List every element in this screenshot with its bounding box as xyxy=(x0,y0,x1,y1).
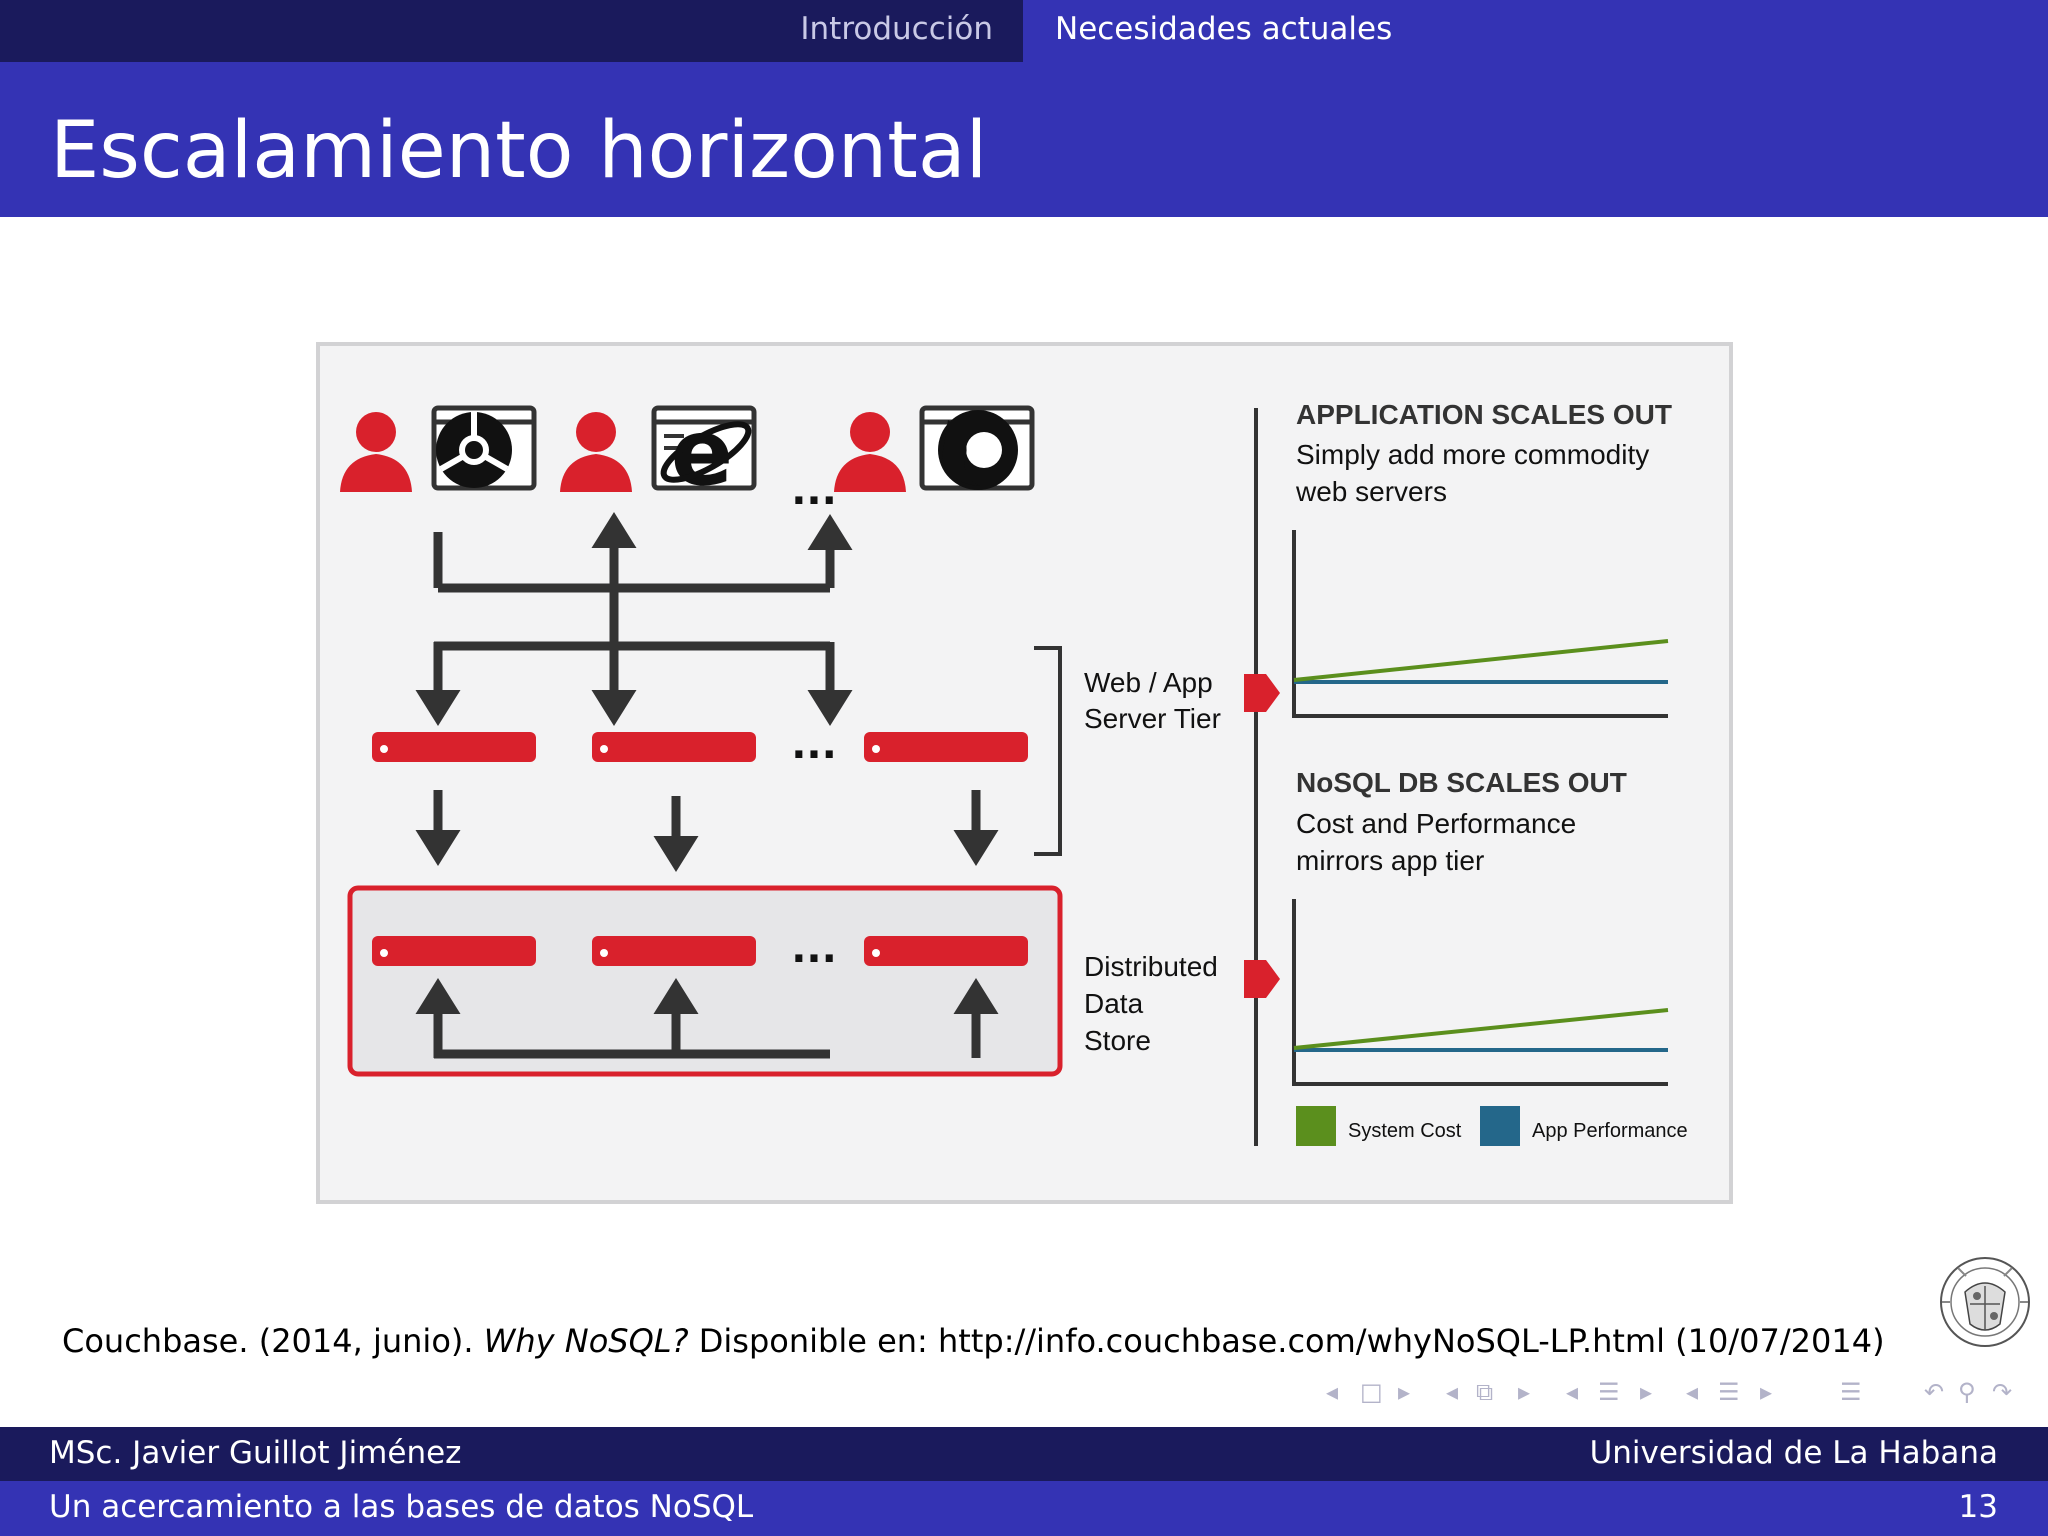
app-scale-heading: APPLICATION SCALES OUT xyxy=(1296,399,1672,430)
slide-title: Escalamiento horizontal xyxy=(50,106,988,196)
user-firefox-icon xyxy=(834,408,1032,492)
prev-frame-icon[interactable]: ◂ xyxy=(1326,1378,1339,1406)
server-to-store-arrows xyxy=(438,790,976,854)
frame-icon[interactable]: □ xyxy=(1360,1378,1383,1406)
pointer-web-tier xyxy=(1244,674,1280,712)
part-icon[interactable]: ☰ xyxy=(1718,1378,1740,1406)
ellipsis-servers: ... xyxy=(791,722,837,768)
web-server-row xyxy=(372,732,1028,762)
footer-institution: Universidad de La Habana xyxy=(1589,1435,1998,1471)
prev-section-icon[interactable]: ◂ xyxy=(1566,1378,1579,1406)
title-bar xyxy=(0,62,2048,217)
back-icon[interactable]: ↶ xyxy=(1924,1378,1945,1406)
footer-author: MSc. Javier Guillot Jiménez xyxy=(49,1435,462,1471)
data-store-box xyxy=(350,888,1060,1074)
web-tier-label: Web / App Server Tier xyxy=(1084,667,1221,734)
prev-subsection-icon[interactable]: ◂ xyxy=(1446,1378,1459,1406)
user-chrome-icon xyxy=(340,408,534,492)
footer-top xyxy=(0,1427,2048,1481)
nav-section-introduccion[interactable]: Introducción xyxy=(800,11,993,47)
svg-text:e: e xyxy=(670,399,734,506)
user-arrows xyxy=(434,530,830,708)
citation xyxy=(62,1322,1885,1360)
legend-label-app-performance: App Performance xyxy=(1532,1120,1688,1142)
db-node xyxy=(372,936,536,966)
forward-icon[interactable]: ↷ xyxy=(1992,1378,2013,1406)
subsection-icon[interactable]: ⧉ xyxy=(1476,1378,1494,1406)
system-cost-line xyxy=(1294,1010,1668,1048)
citation-suffix: Disponible en: http://info.couchbase.com/whyNoSQL-LP.html (10/07/2014) xyxy=(688,1322,1885,1360)
page-number: 13 xyxy=(1958,1489,1998,1525)
data-store-label: Distributed Data Store xyxy=(1084,951,1218,1056)
system-cost-line xyxy=(1294,641,1668,680)
web-server xyxy=(372,732,536,762)
footer-talk-title: Un acercamiento a las bases de datos NoSQL xyxy=(49,1489,754,1525)
university-seal-icon xyxy=(1938,1246,2032,1360)
db-node xyxy=(864,936,1028,966)
document-icon[interactable]: ☰ xyxy=(1840,1378,1862,1406)
tier-bracket xyxy=(1034,648,1060,854)
legend-swatch-app-performance xyxy=(1480,1106,1520,1146)
legend xyxy=(1296,1106,1688,1146)
db-scale-heading: NoSQL DB SCALES OUT xyxy=(1296,767,1627,798)
scaling-diagram xyxy=(316,342,1733,1204)
web-server xyxy=(592,732,756,762)
next-frame-icon[interactable]: ▸ xyxy=(1398,1378,1411,1406)
search-icon[interactable]: ⚲ xyxy=(1958,1378,1976,1406)
section-navigation xyxy=(0,0,2048,62)
prev-part-icon[interactable]: ◂ xyxy=(1686,1378,1699,1406)
nav-section-necesidades[interactable]: Necesidades actuales xyxy=(1023,0,2048,62)
beamer-navigation xyxy=(1318,1378,2038,1414)
citation-prefix: Couchbase. (2014, junio). xyxy=(62,1322,484,1360)
ellipsis-users: ... xyxy=(791,468,837,514)
pointer-data-store xyxy=(1244,960,1280,998)
user-ie-icon xyxy=(560,399,756,506)
next-part-icon[interactable]: ▸ xyxy=(1760,1378,1773,1406)
db-scale-chart xyxy=(1294,899,1668,1084)
db-scale-text: Cost and Performance mirrors app tier xyxy=(1296,808,1577,876)
legend-label-system-cost: System Cost xyxy=(1348,1120,1462,1142)
legend-swatch-system-cost xyxy=(1296,1106,1336,1146)
app-scale-text: Simply add more commodity web servers xyxy=(1296,439,1650,507)
db-node-row xyxy=(372,936,1028,966)
citation-title: Why NoSQL? xyxy=(483,1322,689,1360)
ellipsis-db: ... xyxy=(791,926,837,972)
footer-bottom xyxy=(0,1481,2048,1536)
app-scale-chart xyxy=(1294,530,1668,716)
next-section-icon[interactable]: ▸ xyxy=(1640,1378,1653,1406)
section-icon[interactable]: ☰ xyxy=(1598,1378,1620,1406)
web-server xyxy=(864,732,1028,762)
next-subsection-icon[interactable]: ▸ xyxy=(1518,1378,1531,1406)
db-node xyxy=(592,936,756,966)
